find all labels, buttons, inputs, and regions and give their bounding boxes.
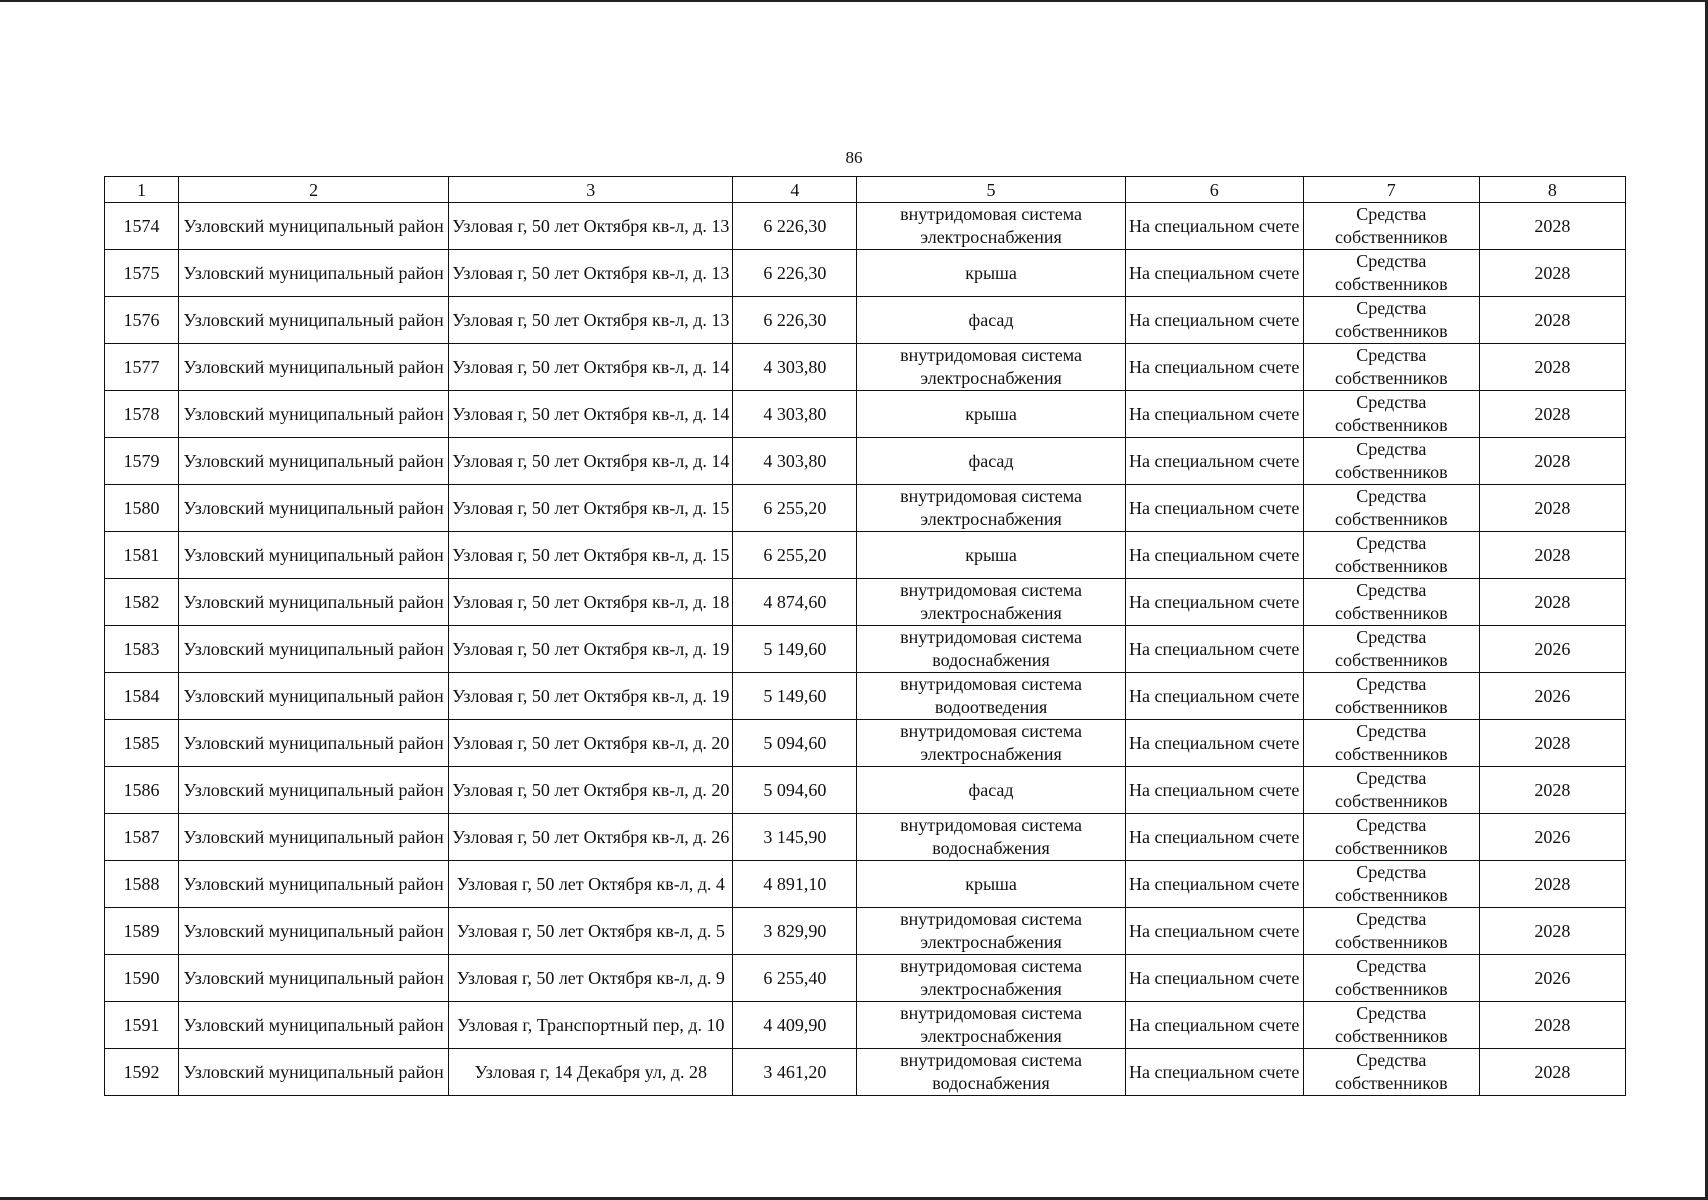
row-number-cell: 1586 [105,767,179,814]
row-number-cell: 1591 [105,1002,179,1049]
account-type-cell: На специальном счете [1125,297,1303,344]
year-cell: 2028 [1479,250,1625,297]
column-header-2: 2 [179,177,449,203]
area-cell: 5 094,60 [733,767,857,814]
work-type-cell: внутридомовая система водоснабжения [857,626,1125,673]
row-number-cell: 1575 [105,250,179,297]
district-cell: Узловский муниципальный район [179,1002,449,1049]
row-number-cell: 1590 [105,955,179,1002]
funding-source-cell: Средства собственников [1303,203,1479,250]
address-cell: Узловая г, 50 лет Октября кв-л, д. 5 [449,908,733,955]
area-cell: 4 303,80 [733,344,857,391]
district-cell: Узловский муниципальный район [179,438,449,485]
work-type-cell: крыша [857,532,1125,579]
account-type-cell: На специальном счете [1125,908,1303,955]
district-cell: Узловский муниципальный район [179,814,449,861]
work-type-cell: внутридомовая система водоотведения [857,673,1125,720]
year-cell: 2026 [1479,955,1625,1002]
area-cell: 4 874,60 [733,579,857,626]
year-cell: 2026 [1479,814,1625,861]
work-type-cell: внутридомовая система электроснабжения [857,720,1125,767]
district-cell: Узловский муниципальный район [179,955,449,1002]
work-type-cell: внутридомовая система электроснабжения [857,1002,1125,1049]
table-row [105,250,1626,297]
row-number-cell: 1588 [105,861,179,908]
area-cell: 5 094,60 [733,720,857,767]
address-cell: Узловая г, 50 лет Октября кв-л, д. 13 [449,297,733,344]
district-cell: Узловский муниципальный район [179,391,449,438]
account-type-cell: На специальном счете [1125,391,1303,438]
year-cell: 2028 [1479,1049,1625,1096]
column-header-3: 3 [449,177,733,203]
area-cell: 4 891,10 [733,861,857,908]
account-type-cell: На специальном счете [1125,532,1303,579]
column-header-5: 5 [857,177,1125,203]
year-cell: 2028 [1479,532,1625,579]
address-cell: Узловая г, 50 лет Октября кв-л, д. 15 [449,485,733,532]
work-type-cell: внутридомовая система водоснабжения [857,814,1125,861]
account-type-cell: На специальном счете [1125,1049,1303,1096]
year-cell: 2026 [1479,626,1625,673]
table-row [105,814,1626,861]
district-cell: Узловский муниципальный район [179,579,449,626]
funding-source-cell: Средства собственников [1303,250,1479,297]
address-cell: Узловая г, 14 Декабря ул, д. 28 [449,1049,733,1096]
funding-source-cell: Средства собственников [1303,673,1479,720]
address-cell: Узловая г, Транспортный пер, д. 10 [449,1002,733,1049]
table-row [105,391,1626,438]
account-type-cell: На специальном счете [1125,861,1303,908]
area-cell: 4 303,80 [733,438,857,485]
table-row [105,438,1626,485]
address-cell: Узловая г, 50 лет Октября кв-л, д. 18 [449,579,733,626]
year-cell: 2028 [1479,861,1625,908]
table-row [105,1002,1626,1049]
address-cell: Узловая г, 50 лет Октября кв-л, д. 14 [449,344,733,391]
address-cell: Узловая г, 50 лет Октября кв-л, д. 4 [449,861,733,908]
year-cell: 2028 [1479,391,1625,438]
funding-source-cell: Средства собственников [1303,1002,1479,1049]
row-number-cell: 1584 [105,673,179,720]
row-number-cell: 1581 [105,532,179,579]
table-row [105,297,1626,344]
funding-source-cell: Средства собственников [1303,626,1479,673]
table-row [105,579,1626,626]
district-cell: Узловский муниципальный район [179,908,449,955]
funding-source-cell: Средства собственников [1303,767,1479,814]
work-type-cell: фасад [857,438,1125,485]
work-type-cell: крыша [857,861,1125,908]
district-cell: Узловский муниципальный район [179,203,449,250]
column-header-1: 1 [105,177,179,203]
row-number-cell: 1582 [105,579,179,626]
district-cell: Узловский муниципальный район [179,720,449,767]
area-cell: 4 409,90 [733,1002,857,1049]
year-cell: 2028 [1479,297,1625,344]
row-number-cell: 1587 [105,814,179,861]
column-header-6: 6 [1125,177,1303,203]
account-type-cell: На специальном счете [1125,814,1303,861]
column-header-8: 8 [1479,177,1625,203]
year-cell: 2028 [1479,767,1625,814]
row-number-cell: 1580 [105,485,179,532]
work-type-cell: крыша [857,250,1125,297]
row-number-cell: 1585 [105,720,179,767]
table-row [105,1049,1626,1096]
funding-source-cell: Средства собственников [1303,720,1479,767]
address-cell: Узловая г, 50 лет Октября кв-л, д. 14 [449,438,733,485]
district-cell: Узловский муниципальный район [179,485,449,532]
year-cell: 2028 [1479,720,1625,767]
funding-source-cell: Средства собственников [1303,579,1479,626]
year-cell: 2028 [1479,579,1625,626]
account-type-cell: На специальном счете [1125,485,1303,532]
address-cell: Узловая г, 50 лет Октября кв-л, д. 20 [449,767,733,814]
year-cell: 2028 [1479,908,1625,955]
header-row [105,177,1626,203]
address-cell: Узловая г, 50 лет Октября кв-л, д. 9 [449,955,733,1002]
area-cell: 6 255,20 [733,532,857,579]
funding-source-cell: Средства собственников [1303,814,1479,861]
work-type-cell: внутридомовая система водоснабжения [857,1049,1125,1096]
funding-source-cell: Средства собственников [1303,1049,1479,1096]
address-cell: Узловая г, 50 лет Октября кв-л, д. 26 [449,814,733,861]
area-cell: 5 149,60 [733,673,857,720]
area-cell: 6 255,40 [733,955,857,1002]
account-type-cell: На специальном счете [1125,720,1303,767]
work-type-cell: внутридомовая система электроснабжения [857,344,1125,391]
funding-source-cell: Средства собственников [1303,532,1479,579]
scan-border-top [0,0,1708,2]
table-row [105,720,1626,767]
table-row [105,955,1626,1002]
row-number-cell: 1579 [105,438,179,485]
work-type-cell: фасад [857,767,1125,814]
year-cell: 2028 [1479,1002,1625,1049]
work-type-cell: внутридомовая система электроснабжения [857,203,1125,250]
address-cell: Узловая г, 50 лет Октября кв-л, д. 19 [449,626,733,673]
area-cell: 4 303,80 [733,391,857,438]
table-header [105,177,1626,203]
work-type-cell: внутридомовая система электроснабжения [857,485,1125,532]
address-cell: Узловая г, 50 лет Октября кв-л, д. 15 [449,532,733,579]
account-type-cell: На специальном счете [1125,250,1303,297]
column-header-4: 4 [733,177,857,203]
work-type-cell: внутридомовая система электроснабжения [857,955,1125,1002]
table-row [105,532,1626,579]
funding-source-cell: Средства собственников [1303,955,1479,1002]
account-type-cell: На специальном счете [1125,626,1303,673]
district-cell: Узловский муниципальный район [179,532,449,579]
year-cell: 2028 [1479,203,1625,250]
district-cell: Узловский муниципальный район [179,297,449,344]
table-row [105,861,1626,908]
area-cell: 5 149,60 [733,626,857,673]
table-row [105,908,1626,955]
address-cell: Узловая г, 50 лет Октября кв-л, д. 20 [449,720,733,767]
district-cell: Узловский муниципальный район [179,626,449,673]
district-cell: Узловский муниципальный район [179,250,449,297]
work-type-cell: внутридомовая система электроснабжения [857,908,1125,955]
area-cell: 6 226,30 [733,203,857,250]
table-row [105,485,1626,532]
district-cell: Узловский муниципальный район [179,767,449,814]
work-type-cell: крыша [857,391,1125,438]
funding-source-cell: Средства собственников [1303,861,1479,908]
row-number-cell: 1576 [105,297,179,344]
year-cell: 2026 [1479,673,1625,720]
work-type-cell: внутридомовая система электроснабжения [857,579,1125,626]
table-row [105,673,1626,720]
account-type-cell: На специальном счете [1125,673,1303,720]
account-type-cell: На специальном счете [1125,1002,1303,1049]
row-number-cell: 1578 [105,391,179,438]
funding-source-cell: Средства собственников [1303,908,1479,955]
account-type-cell: На специальном счете [1125,344,1303,391]
area-cell: 6 226,30 [733,297,857,344]
funding-source-cell: Средства собственников [1303,485,1479,532]
funding-source-cell: Средства собственников [1303,297,1479,344]
account-type-cell: На специальном счете [1125,438,1303,485]
area-cell: 3 145,90 [733,814,857,861]
row-number-cell: 1592 [105,1049,179,1096]
row-number-cell: 1589 [105,908,179,955]
address-cell: Узловая г, 50 лет Октября кв-л, д. 14 [449,391,733,438]
area-cell: 6 226,30 [733,250,857,297]
address-cell: Узловая г, 50 лет Октября кв-л, д. 19 [449,673,733,720]
district-cell: Узловский муниципальный район [179,861,449,908]
row-number-cell: 1574 [105,203,179,250]
funding-source-cell: Средства собственников [1303,438,1479,485]
address-cell: Узловая г, 50 лет Октября кв-л, д. 13 [449,250,733,297]
table-row [105,626,1626,673]
district-cell: Узловский муниципальный район [179,673,449,720]
district-cell: Узловский муниципальный район [179,344,449,391]
address-cell: Узловая г, 50 лет Октября кв-л, д. 13 [449,203,733,250]
column-header-7: 7 [1303,177,1479,203]
work-type-cell: фасад [857,297,1125,344]
account-type-cell: На специальном счете [1125,955,1303,1002]
year-cell: 2028 [1479,485,1625,532]
table-row [105,767,1626,814]
funding-source-cell: Средства собственников [1303,391,1479,438]
district-cell: Узловский муниципальный район [179,1049,449,1096]
repair-register-table [104,176,1626,1096]
table-body [105,203,1626,1096]
funding-source-cell: Средства собственников [1303,344,1479,391]
year-cell: 2028 [1479,438,1625,485]
row-number-cell: 1577 [105,344,179,391]
table-row [105,344,1626,391]
row-number-cell: 1583 [105,626,179,673]
account-type-cell: На специальном счете [1125,203,1303,250]
page-number: 86 [845,148,863,167]
area-cell: 3 829,90 [733,908,857,955]
account-type-cell: На специальном счете [1125,579,1303,626]
area-cell: 3 461,20 [733,1049,857,1096]
table-row [105,203,1626,250]
area-cell: 6 255,20 [733,485,857,532]
account-type-cell: На специальном счете [1125,767,1303,814]
year-cell: 2028 [1479,344,1625,391]
